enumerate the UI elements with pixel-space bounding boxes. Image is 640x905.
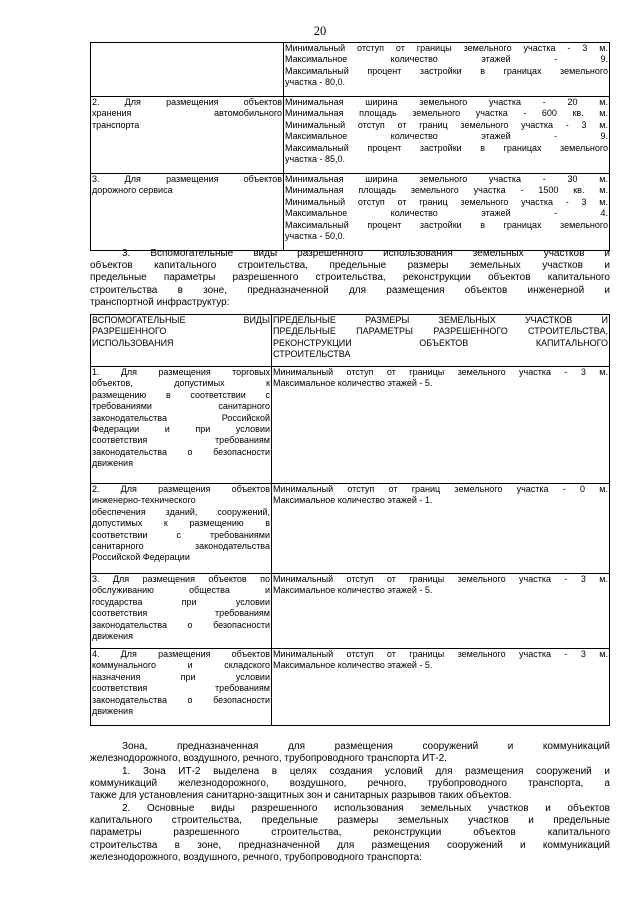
text-line: Минимальная ширина земельного участка - 20 м. <box>285 97 608 107</box>
text-line: транспорта <box>92 119 140 130</box>
text-line: движения <box>92 706 133 717</box>
text-line: Российской Федерации <box>92 552 190 563</box>
text-line: предельные параметры разрешенного строительства, реконструкции объектов капитального <box>90 272 610 284</box>
text-line: Зона, предназначенная для размещения сооружений и коммуникаций <box>122 741 610 752</box>
text-line: соответствия требованиям <box>92 683 270 694</box>
text-line: Минимальный отступ от границы земельного участка - 3 м. <box>273 574 608 584</box>
text-line: размещению в соответствии с <box>92 389 270 400</box>
text-line: 1. Зона ИТ-2 выделена в целях создания условий для размещения сооружений и <box>122 766 610 777</box>
text-line: законодательства о безопасности <box>92 619 270 630</box>
text-line: участка - 50,0. <box>285 231 345 242</box>
text-line: 1. Для размещения торговых <box>92 367 270 377</box>
use-type-cell <box>91 174 284 251</box>
use-type-cell <box>91 484 272 574</box>
use-type-cell <box>91 367 272 484</box>
text-line: Максимальное количество этажей - 4. <box>285 208 608 219</box>
text-line: также для установления санитарно-защитных зон и санитарных разрывов таких объектов. <box>90 790 512 802</box>
text-line: соответствии с требованиями <box>92 529 270 540</box>
text-line: Федерации и при условии <box>92 424 270 435</box>
text-line: РАЗРЕШЕННОГО <box>92 326 167 337</box>
text-line: соответствия требованиям <box>92 435 270 446</box>
table-row <box>91 174 610 251</box>
text-line: Минимальный отступ от границы земельного участка - 3 м. <box>285 43 608 53</box>
parameters-cell <box>272 367 610 484</box>
use-type-cell <box>91 97 284 174</box>
text-line: Минимальный отступ от границ земельного участка - 3 м. <box>285 196 608 207</box>
text-line: железнодорожного, воздушного, речного, трубопроводного транспорта ИТ-2. <box>90 753 447 765</box>
header-limit-parameters <box>272 315 610 367</box>
text-line: РЕКОНСТРУКЦИИ ОБЪЕКТОВ КАПИТАЛЬНОГО <box>273 337 608 348</box>
text-line: государства при условии <box>92 596 270 607</box>
text-line: Минимальная площадь земельного участка - 1500 кв. м. <box>285 185 608 196</box>
text-line: назначения при условии <box>92 671 270 682</box>
table-row <box>91 574 610 649</box>
table-header-row <box>91 315 610 367</box>
text-line: Максимальное количество этажей - 5. <box>273 585 433 596</box>
text-line: движения <box>92 631 133 642</box>
text-line: соответствия требованиям <box>92 608 270 619</box>
text-line: 2. Для размещения объектов <box>92 97 282 107</box>
parameters-cell <box>284 174 610 251</box>
text-line: 4. Для размещения объектов <box>92 649 270 659</box>
text-line: Минимальный отступ от границ земельного участка - 3 м. <box>285 119 608 130</box>
zone-it2-paragraph-1 <box>90 766 610 803</box>
table-row <box>91 43 610 97</box>
text-line: законодательства о безопасности <box>92 446 270 457</box>
text-line: обеспечения зданий, сооружений, <box>92 506 270 517</box>
auxiliary-uses-paragraph <box>90 248 610 309</box>
text-line: ПРЕДЕЛЬНЫЕ ПАРАМЕТРЫ РАЗРЕШЕННОГО СТРОИТЕЛЬСТВА, <box>273 326 608 337</box>
text-line: санитарного законодательства <box>92 541 270 552</box>
text-line: Минимальная ширина земельного участка - 30 м. <box>285 174 608 184</box>
text-line: ИСПОЛЬЗОВАНИЯ <box>92 337 174 348</box>
use-type-cell <box>91 574 272 649</box>
text-line: коммунального и складского <box>92 660 270 671</box>
text-line: Минимальный отступ от границы земельного участка - 3 м. <box>273 649 608 659</box>
text-line: ВСПОМОГАТЕЛЬНЫЕ ВИДЫ <box>92 315 270 325</box>
parameters-cell <box>272 649 610 726</box>
zone-it2-paragraph-2 <box>90 803 610 864</box>
zone-usage-table-continued <box>90 42 610 251</box>
text-line: Максимальный процент застройки в границах земельного <box>285 65 608 76</box>
table-row <box>91 97 610 174</box>
text-line: транспортной инфраструктур: <box>90 296 230 308</box>
text-line: параметры разрешенного строительства, реконструкции объектов капитального <box>90 827 610 839</box>
text-line: хранения автомобильного <box>92 108 282 119</box>
text-line: 2. Для размещения объектов <box>92 484 270 494</box>
text-line: Максимальный процент застройки в границах земельного <box>285 142 608 153</box>
parameters-cell <box>284 97 610 174</box>
text-line: 2. Основные виды разрешенного использования земельных участков и объектов <box>122 803 610 814</box>
parameters-cell <box>284 43 610 97</box>
text-line: законодательства Российской <box>92 412 270 423</box>
text-line: капитального строительства, предельные размеры земельных участков и предельные <box>90 815 610 827</box>
text-line: Максимальное количество этажей - 5. <box>273 660 433 671</box>
parameters-cell <box>272 484 610 574</box>
text-line: ПРЕДЕЛЬНЫЕ РАЗМЕРЫ ЗЕМЕЛЬНЫХ УЧАСТКОВ И <box>273 315 608 325</box>
table-row <box>91 649 610 726</box>
text-line: 3. Для размещения объектов <box>92 174 282 184</box>
zone-it2-heading <box>90 741 610 765</box>
text-line: 3. Вспомогательные виды разрешенного использования земельных участков и <box>122 248 610 259</box>
page-number: 20 <box>313 24 327 38</box>
text-line: Максимальное количество этажей - 9. <box>285 54 608 65</box>
text-line: требованиями санитарного <box>92 401 270 412</box>
use-type-cell <box>91 43 284 97</box>
text-line: участка - 85,0. <box>285 154 345 165</box>
table-row <box>91 484 610 574</box>
text-line: коммуникаций железнодорожного, воздушного, речного, трубопроводного транспорта, а <box>90 778 610 790</box>
text-line: Максимальное количество этажей - 9. <box>285 131 608 142</box>
text-line: объектов, допустимых к <box>92 378 270 389</box>
text-line: инженерно-технического <box>92 495 196 506</box>
parameters-cell <box>272 574 610 649</box>
text-line: Максимальный процент застройки в границах земельного <box>285 219 608 230</box>
text-line: строительства в зоне, предназначенной для размещения сооружений и коммуникаций <box>90 839 610 851</box>
text-line: объектов капитального строительства, предельные размеры земельных участков и <box>90 260 610 272</box>
text-line: железнодорожного, воздушного, речного, трубопроводного транспорта: <box>90 851 422 863</box>
text-line: дорожного сервиса <box>92 185 173 196</box>
text-line: строительства в зоне, предназначенной для размещения объектов инженерной и <box>90 284 610 296</box>
text-line: допустимых к размещению в <box>92 518 270 529</box>
text-line: Минимальный отступ от границ земельного участка - 0 м. <box>273 484 608 494</box>
text-line: участка - 80,0. <box>285 77 345 88</box>
text-line: обслуживанию общества и <box>92 585 270 596</box>
text-line: Минимальная площадь земельного участка - 600 кв. м. <box>285 108 608 119</box>
table-row <box>91 367 610 484</box>
text-line: Минимальный отступ от границы земельного участка - 3 м. <box>273 367 608 377</box>
text-line: движения <box>92 458 133 469</box>
text-line: 3. Для размещения объектов по <box>92 574 270 584</box>
use-type-cell <box>91 649 272 726</box>
text-line: Максимальное количество этажей - 5. <box>273 378 433 389</box>
header-auxiliary-uses <box>91 315 272 367</box>
text-line: СТРОИТЕЛЬСТВА <box>273 349 351 360</box>
text-line: Максимальное количество этажей - 1. <box>273 495 433 506</box>
text-line: законодательства о безопасности <box>92 694 270 705</box>
auxiliary-uses-table <box>90 314 610 726</box>
